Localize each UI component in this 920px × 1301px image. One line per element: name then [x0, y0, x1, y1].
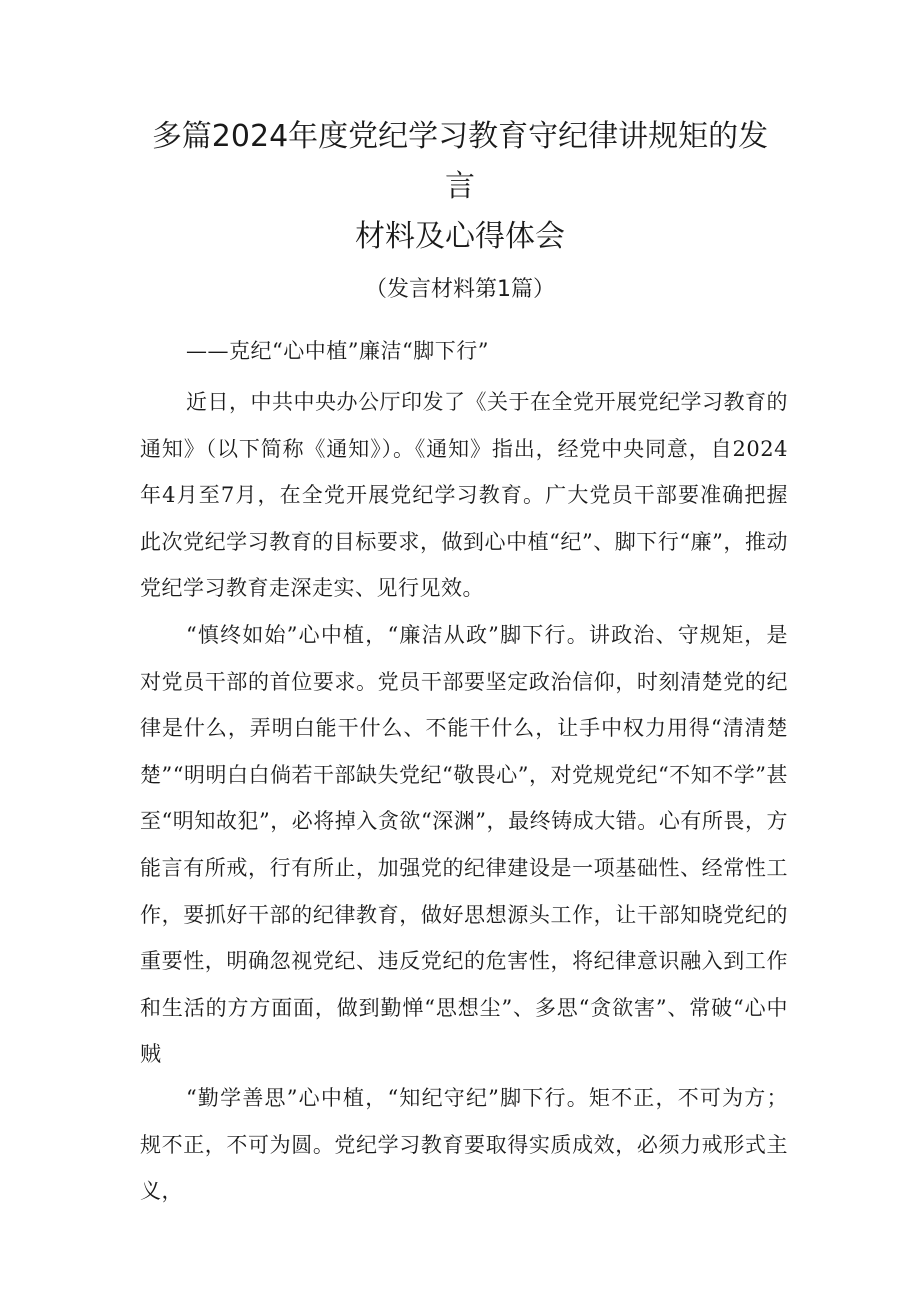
- title-line-2: 材料及心得体会: [355, 219, 565, 254]
- title-line-1: 多篇2024年度党纪学习教育守纪律讲规矩的发言: [151, 119, 769, 204]
- tagline: ——克纪“心中植”廉洁“脚下行”: [186, 339, 489, 363]
- document-title: [140, 112, 780, 262]
- paragraph-3: “勤学善思”心中植，“知纪守纪”脚下行。矩不正，不可为方；规不正，不可为圆。党纪学习教育要取得实质成效，必须力戒形式主义，: [140, 1086, 788, 1204]
- section-heading: （发言材料第1篇）: [365, 277, 555, 302]
- paragraph-2: “慎终如始”心中植，“廉洁从政”脚下行。讲政治、守规矩，是对党员干部的首位要求。党员干部要坚定政治信仰，时刻清楚党的纪律是什么，弄明白能干什么、不能干什么，让手中权力用得“清清楚楚”“明明白白倘若干部缺失党纪“敬畏心”，对党规党纪“不知不学”甚至“明知故犯”，必将掉入贪欲“深渊”，最终铸成大错。心有所畏，方能言有所戒，行有所止，加强党的纪律建设是一项基础性、经常性工作，要抓好干部的纪律教育，做好思想源头工作，让干部知晓党纪的重要性，明确忽视党纪、违反党纪的危害性，将纪律意识融入到工作和生活的方方面面，做到勤惮“思想尘”、多思“贪欲害”、常破“心中贼: [140, 623, 788, 1067]
- paragraph-1: 近日，中共中央办公厅印发了《关于在全党开展党纪学习教育的通知》（以下简称《通知》）。《通知》指出，经党中央同意，自2024年4月至7月，在全党开展党纪学习教育。广大党员干部要准确把握此次党纪学习教育的目标要求，做到心中植“纪”、脚下行“廉”，推动党纪学习教育走深走实、见行见效。: [140, 390, 788, 601]
